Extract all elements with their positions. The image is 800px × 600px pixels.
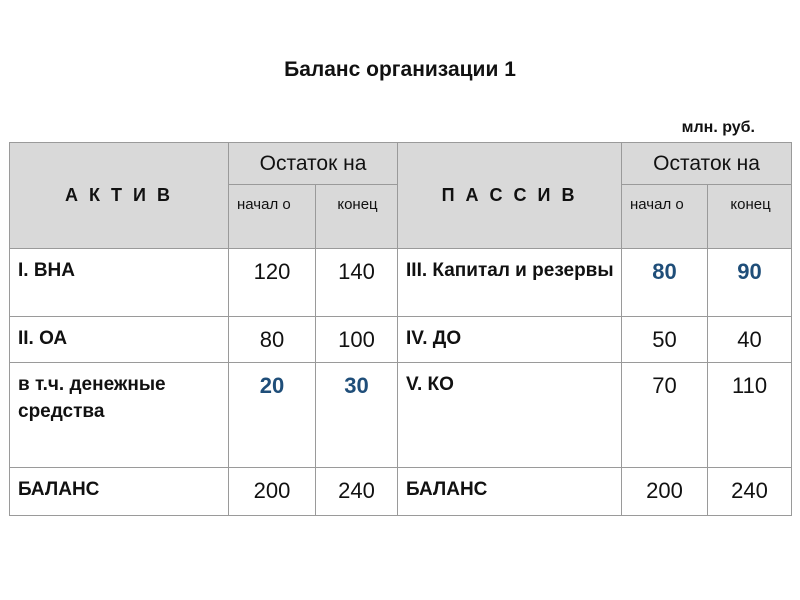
aktiv-end-value: 100 xyxy=(316,317,398,363)
header-row xyxy=(10,143,792,185)
passiv-start-header: начал о xyxy=(622,185,708,249)
aktiv-header: А К Т И В xyxy=(10,143,229,249)
passiv-start-value: 80 xyxy=(622,249,708,317)
aktiv-start-value: 20 xyxy=(229,363,316,468)
page-title: Баланс организации 1 xyxy=(284,58,516,81)
passiv-end-value: 110 xyxy=(708,363,792,468)
passiv-label: III. Капитал и резервы xyxy=(398,249,622,317)
aktiv-label: БАЛАНС xyxy=(10,468,229,516)
passiv-ostatok-header: Остаток на xyxy=(622,143,792,185)
table-row xyxy=(10,249,792,317)
passiv-start-value: 200 xyxy=(622,468,708,516)
aktiv-end-value: 140 xyxy=(316,249,398,317)
aktiv-start-header: начал о xyxy=(229,185,316,249)
aktiv-start-value: 80 xyxy=(229,317,316,363)
aktiv-end-header: конец xyxy=(316,185,398,249)
passiv-end-value: 240 xyxy=(708,468,792,516)
aktiv-ostatok-header: Остаток на xyxy=(229,143,398,185)
passiv-label: IV. ДО xyxy=(398,317,622,363)
passiv-label: БАЛАНС xyxy=(398,468,622,516)
aktiv-start-value: 120 xyxy=(229,249,316,317)
aktiv-end-value: 240 xyxy=(316,468,398,516)
passiv-start-value: 70 xyxy=(622,363,708,468)
aktiv-label: в т.ч. денежные средства xyxy=(10,363,229,468)
aktiv-end-value: 30 xyxy=(316,363,398,468)
total-row xyxy=(10,468,792,516)
table-row xyxy=(10,317,792,363)
table-row xyxy=(10,363,792,468)
aktiv-start-value: 200 xyxy=(229,468,316,516)
passiv-start-value: 50 xyxy=(622,317,708,363)
passiv-end-value: 90 xyxy=(708,249,792,317)
unit-label: млн. руб. xyxy=(681,119,755,136)
balance-table xyxy=(9,142,792,516)
passiv-end-value: 40 xyxy=(708,317,792,363)
passiv-end-header: конец xyxy=(708,185,792,249)
aktiv-label: II. ОА xyxy=(10,317,229,363)
passiv-header: П А С С И В xyxy=(398,143,622,249)
passiv-label: V. КО xyxy=(398,363,622,468)
aktiv-label: I. ВНА xyxy=(10,249,229,317)
